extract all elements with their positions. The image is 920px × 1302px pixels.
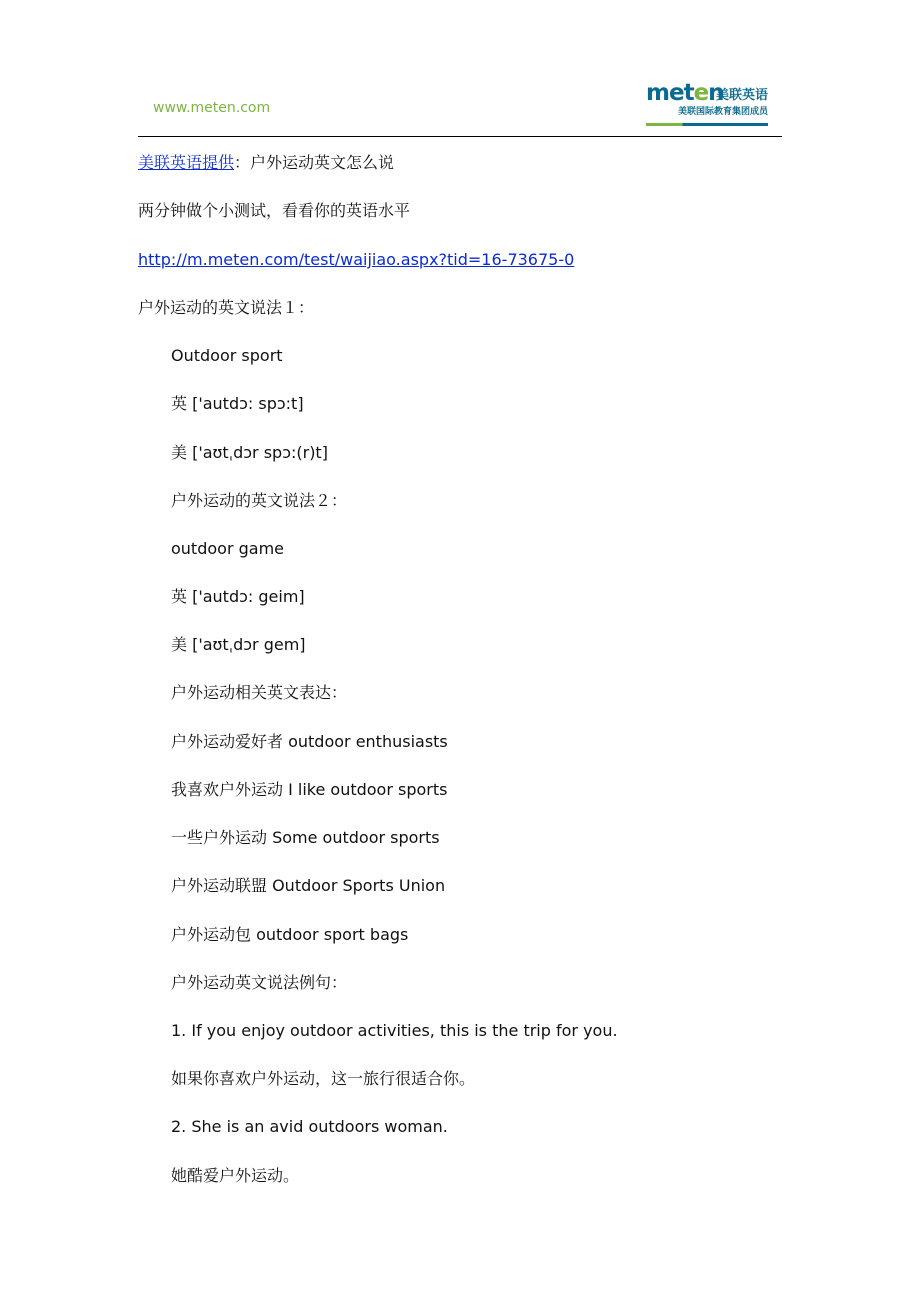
term-outdoor-game: outdoor game xyxy=(171,539,284,558)
test-url-line xyxy=(138,250,574,270)
meten-logo xyxy=(646,80,768,126)
logo-underline xyxy=(646,123,768,126)
phonetic-us-2: 美 ['aʊtˌdɔr gem] xyxy=(171,635,306,654)
example-cn-1: 如果你喜欢户外运动，这一旅行很适合你。 xyxy=(171,1069,476,1088)
test-prompt: 两分钟做个小测试，看看你的英语水平 xyxy=(138,201,411,220)
term-outdoor-sport: Outdoor sport xyxy=(171,346,283,365)
site-url[interactable]: www.meten.com xyxy=(153,100,271,116)
example-cn-2: 她酷爱户外运动。 xyxy=(171,1166,300,1185)
example-en-2: 2. She is an avid outdoors woman. xyxy=(171,1117,448,1136)
logo-subtitle: 美联国际教育集团成员 xyxy=(678,107,769,117)
related-item: 户外运动爱好者 outdoor enthusiasts xyxy=(171,732,448,751)
source-link[interactable]: 美联英语提供 xyxy=(138,153,235,172)
heading-related: 户外运动相关英文表达： xyxy=(171,683,348,702)
header-divider xyxy=(138,136,782,137)
logo-wordmark: meten xyxy=(646,80,724,106)
test-url-link[interactable]: http://m.meten.com/test/waijiao.aspx?tid=16-73675-0 xyxy=(138,250,575,269)
heading-examples: 户外运动英文说法例句： xyxy=(171,973,348,992)
example-en-1: 1. If you enjoy outdoor activities, this is the trip for you. xyxy=(171,1021,618,1040)
article-title: 美联英语提供：户外运动英文怎么说 xyxy=(138,153,395,172)
related-item: 户外运动包 outdoor sport bags xyxy=(171,925,409,944)
heading-method-1: 户外运动的英文说法１： xyxy=(138,298,315,317)
phonetic-uk-2: 英 ['autdɔ: geim] xyxy=(171,587,305,606)
logo-cn-name: 美联英语 xyxy=(716,88,769,103)
phonetic-us-1: 美 ['aʊtˌdɔr spɔ:(r)t] xyxy=(171,443,328,462)
related-item: 我喜欢户外运动 I like outdoor sports xyxy=(171,780,448,799)
related-item: 户外运动联盟 Outdoor Sports Union xyxy=(171,876,446,895)
phonetic-uk-1: 英 ['autdɔ: spɔ:t] xyxy=(171,394,304,413)
related-item: 一些户外运动 Some outdoor sports xyxy=(171,828,440,847)
heading-method-2: 户外运动的英文说法２： xyxy=(171,491,348,510)
